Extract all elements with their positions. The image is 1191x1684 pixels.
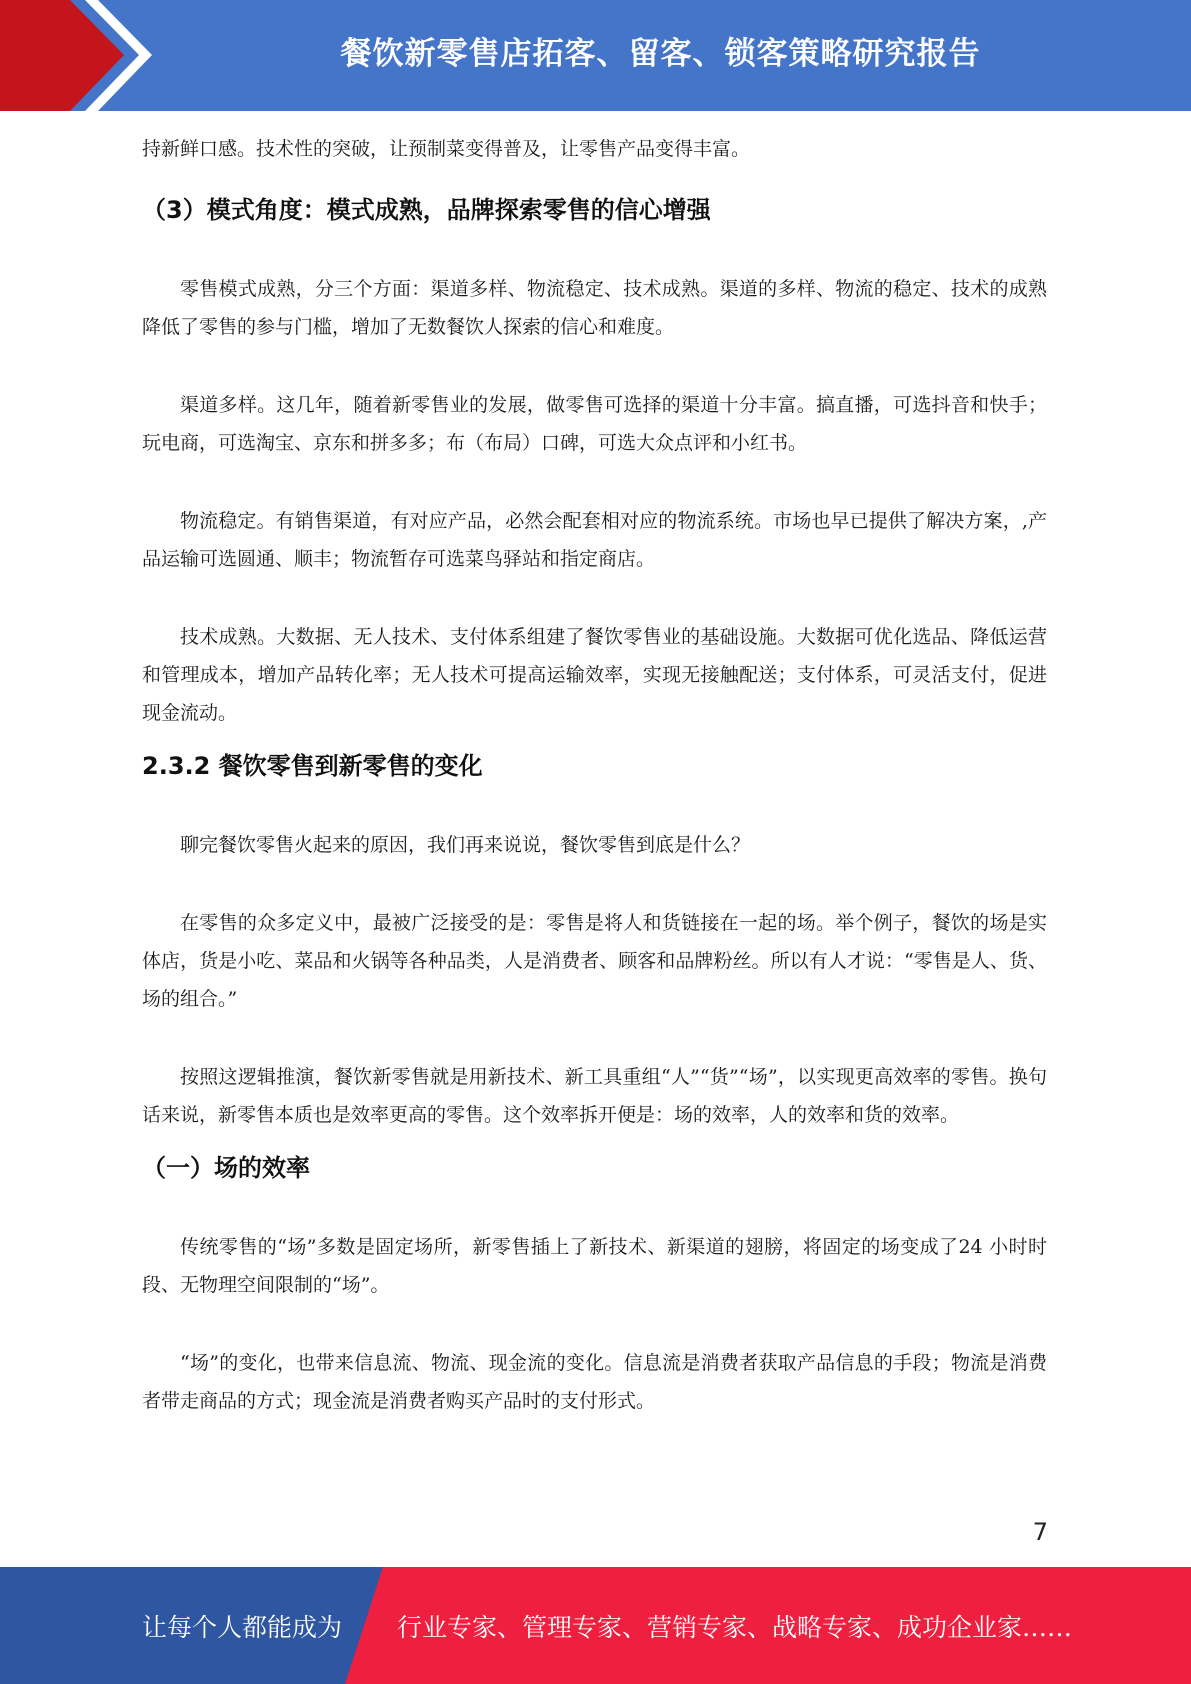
header-bar <box>0 0 1191 111</box>
section-heading: （3）模式角度：模式成熟，品牌探索零售的信心增强 <box>142 196 711 224</box>
document-body <box>142 130 1047 1420</box>
section-heading: （一）场的效率 <box>142 1154 310 1182</box>
paragraph: 渠道多样。这几年，随着新零售业的发展，做零售可选择的渠道十分丰富。搞直播，可选抖音和快手；玩电商，可选淘宝、京东和拼多多；布（布局）口碑，可选大众点评和小红书。 <box>142 394 1047 454</box>
document-title: 餐饮新零售店拓客、留客、锁客策略研究报告 <box>340 35 981 72</box>
paragraph: 按照这逻辑推演，餐饮新零售就是用新技术、新工具重组“人”“货”“场”，以实现更高效率的零售。换句话来说，新零售本质也是效率更高的零售。这个效率拆开便是：场的效率，人的效率和货的效率。 <box>142 1066 1047 1126</box>
paragraph: 物流稳定。有销售渠道，有对应产品，必然会配套相对应的物流系统。市场也早已提供了解决方案，,产品运输可选圆通、顺丰；物流暂存可选菜鸟驿站和指定商店。 <box>142 510 1047 570</box>
paragraph: 在零售的众多定义中，最被广泛接受的是：零售是将人和货链接在一起的场。举个例子，餐饮的场是实体店，货是小吃、菜品和火锅等各种品类，人是消费者、顾客和品牌粉丝。所以有人才说：“零售是人、货、场的组合。” <box>142 912 1047 1010</box>
footer-slogan-right: 行业专家、管理专家、营销专家、战略专家、成功企业家…… <box>397 1612 1073 1642</box>
paragraph: 聊完餐饮零售火起来的原因，我们再来说说，餐饮零售到底是什么？ <box>180 834 751 856</box>
paragraph: 零售模式成熟，分三个方面：渠道多样、物流稳定、技术成熟。渠道的多样、物流的稳定、技术的成熟降低了零售的参与门槛，增加了无数餐饮人探索的信心和难度。 <box>142 278 1047 338</box>
paragraph: 传统零售的“场”多数是固定场所，新零售插上了新技术、新渠道的翅膀，将固定的场变成了24 小时时段、无物理空间限制的“场”。 <box>142 1236 1047 1296</box>
paragraph: “场”的变化，也带来信息流、物流、现金流的变化。信息流是消费者获取产品信息的手段；物流是消费者带走商品的方式；现金流是消费者购买产品时的支付形式。 <box>142 1352 1047 1412</box>
page-number: 7 <box>1032 1518 1048 1546</box>
header-chevron-decoration <box>0 0 160 111</box>
section-heading: 2.3.2 餐饮零售到新零售的变化 <box>142 752 483 780</box>
paragraph: 持新鲜口感。技术性的突破，让预制菜变得普及，让零售产品变得丰富。 <box>142 138 751 160</box>
footer-slogan-left: 让每个人都能成为 <box>142 1612 343 1642</box>
footer-banner <box>0 1567 1191 1684</box>
paragraph: 技术成熟。大数据、无人技术、支付体系组建了餐饮零售业的基础设施。大数据可优化选品、降低运营和管理成本，增加产品转化率；无人技术可提高运输效率，实现无接触配送；支付体系，可灵活支付，促进现金流动。 <box>142 626 1047 724</box>
